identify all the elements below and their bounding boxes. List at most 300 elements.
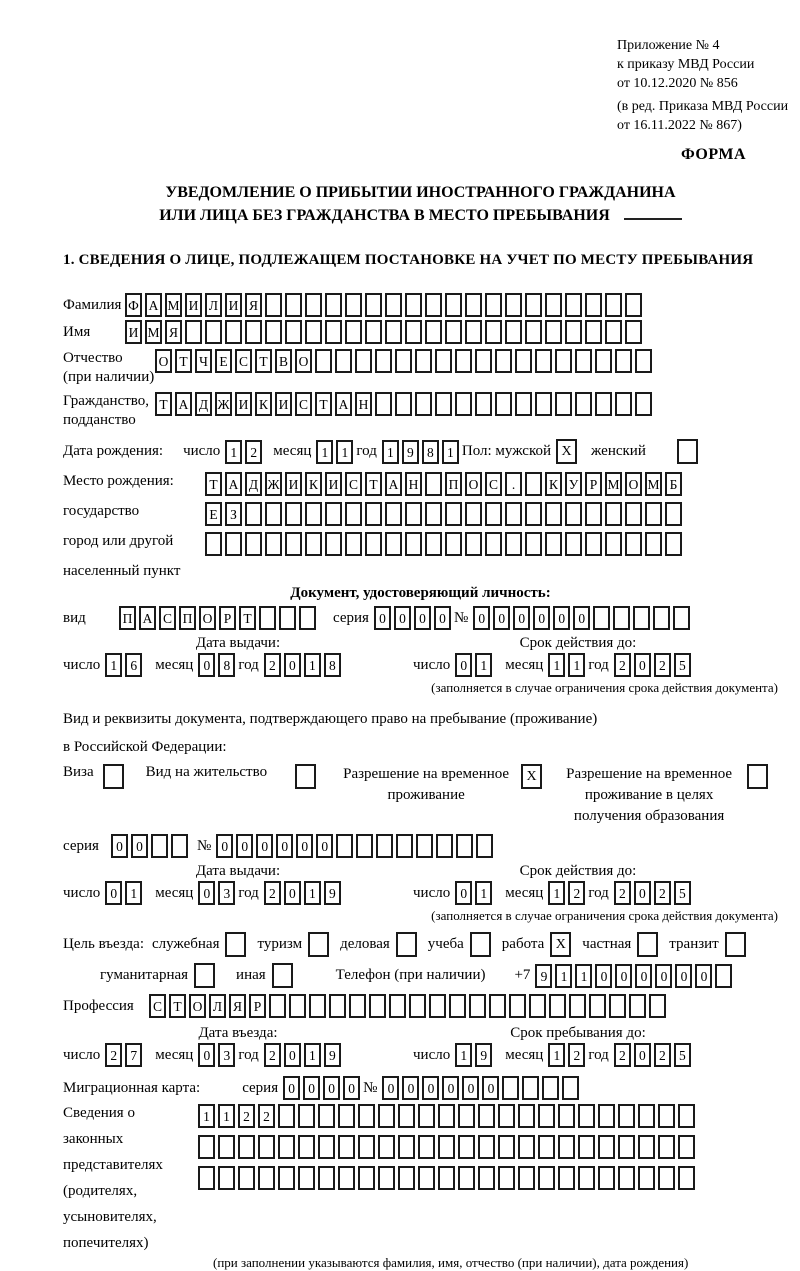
char-cell[interactable]: 1 (568, 653, 585, 677)
char-cell[interactable] (309, 994, 326, 1018)
char-cell[interactable] (515, 349, 532, 373)
char-cell[interactable]: 0 (615, 964, 632, 988)
char-cell[interactable] (285, 532, 302, 556)
char-cell[interactable] (478, 1104, 495, 1128)
char-cell[interactable]: Т (255, 349, 272, 373)
char-cell[interactable]: М (145, 320, 162, 344)
char-cell[interactable]: И (325, 472, 342, 496)
char-cell[interactable]: 2 (258, 1104, 275, 1128)
char-cell[interactable] (525, 472, 542, 496)
char-cell[interactable] (335, 349, 352, 373)
char-cell[interactable] (369, 994, 386, 1018)
char-cell[interactable] (502, 1076, 519, 1100)
char-cell[interactable]: 0 (455, 653, 472, 677)
char-cell[interactable]: 0 (284, 653, 301, 677)
char-cell[interactable] (245, 502, 262, 526)
char-cell[interactable]: 2 (614, 1043, 631, 1067)
char-cell[interactable]: 0 (316, 834, 333, 858)
char-cell[interactable] (498, 1166, 515, 1190)
char-cell[interactable]: 0 (382, 1076, 399, 1100)
char-cell[interactable]: С (159, 606, 176, 630)
char-cell[interactable] (638, 1166, 655, 1190)
char-cell[interactable]: 2 (238, 1104, 255, 1128)
char-cell[interactable] (225, 320, 242, 344)
char-cell[interactable]: А (145, 293, 162, 317)
char-cell[interactable]: Д (245, 472, 262, 496)
char-cell[interactable]: 0 (414, 606, 431, 630)
char-cell[interactable] (575, 349, 592, 373)
char-cell[interactable] (485, 320, 502, 344)
char-cell[interactable] (618, 1166, 635, 1190)
char-cell[interactable] (218, 1166, 235, 1190)
char-cell[interactable] (298, 1135, 315, 1159)
char-cell[interactable]: 2 (614, 653, 631, 677)
char-cell[interactable] (569, 994, 586, 1018)
char-cell[interactable]: Е (215, 349, 232, 373)
char-cell[interactable]: С (295, 392, 312, 416)
char-cell[interactable]: 0 (323, 1076, 340, 1100)
char-cell[interactable] (578, 1135, 595, 1159)
char-cell[interactable] (415, 349, 432, 373)
char-cell[interactable] (605, 320, 622, 344)
char-cell[interactable] (415, 392, 432, 416)
char-cell[interactable]: 9 (475, 1043, 492, 1067)
char-cell[interactable] (455, 349, 472, 373)
char-cell[interactable] (665, 532, 682, 556)
char-cell[interactable]: 0 (284, 1043, 301, 1067)
char-cell[interactable]: 0 (442, 1076, 459, 1100)
char-cell[interactable] (545, 532, 562, 556)
char-cell[interactable]: 1 (304, 1043, 321, 1067)
char-cell[interactable]: Б (665, 472, 682, 496)
char-cell[interactable] (418, 1104, 435, 1128)
char-cell[interactable]: А (335, 392, 352, 416)
char-cell[interactable] (715, 964, 732, 988)
char-cell[interactable] (265, 320, 282, 344)
char-cell[interactable] (505, 320, 522, 344)
char-cell[interactable] (365, 532, 382, 556)
char-cell[interactable] (395, 392, 412, 416)
char-cell[interactable] (396, 834, 413, 858)
char-cell[interactable] (435, 349, 452, 373)
char-cell[interactable]: 9 (535, 964, 552, 988)
char-cell[interactable] (638, 1135, 655, 1159)
char-cell[interactable] (578, 1166, 595, 1190)
char-cell[interactable] (485, 502, 502, 526)
char-cell[interactable]: 2 (614, 881, 631, 905)
char-cell[interactable] (593, 606, 610, 630)
char-cell[interactable] (349, 994, 366, 1018)
char-cell[interactable] (425, 320, 442, 344)
char-cell[interactable]: 0 (595, 964, 612, 988)
rvp-education-checkbox[interactable] (747, 764, 768, 789)
char-cell[interactable]: П (179, 606, 196, 630)
char-cell[interactable] (365, 320, 382, 344)
char-cell[interactable] (478, 1135, 495, 1159)
char-cell[interactable] (218, 1135, 235, 1159)
char-cell[interactable] (318, 1104, 335, 1128)
char-cell[interactable]: Т (155, 392, 172, 416)
char-cell[interactable] (425, 502, 442, 526)
char-cell[interactable] (198, 1166, 215, 1190)
char-cell[interactable] (356, 834, 373, 858)
char-cell[interactable] (305, 293, 322, 317)
char-cell[interactable] (565, 320, 582, 344)
char-cell[interactable] (265, 293, 282, 317)
char-cell[interactable]: 0 (493, 606, 510, 630)
char-cell[interactable]: И (185, 293, 202, 317)
char-cell[interactable] (565, 502, 582, 526)
char-cell[interactable] (465, 532, 482, 556)
female-checkbox[interactable] (677, 439, 698, 464)
char-cell[interactable]: Л (205, 293, 222, 317)
char-cell[interactable]: 0 (105, 881, 122, 905)
char-cell[interactable] (585, 320, 602, 344)
char-cell[interactable] (438, 1166, 455, 1190)
char-cell[interactable] (615, 392, 632, 416)
char-cell[interactable]: 0 (675, 964, 692, 988)
char-cell[interactable] (285, 293, 302, 317)
char-cell[interactable]: 2 (654, 881, 671, 905)
char-cell[interactable]: 5 (674, 653, 691, 677)
char-cell[interactable]: 1 (304, 653, 321, 677)
char-cell[interactable]: 0 (131, 834, 148, 858)
char-cell[interactable]: У (565, 472, 582, 496)
char-cell[interactable] (495, 349, 512, 373)
char-cell[interactable] (325, 293, 342, 317)
char-cell[interactable] (505, 502, 522, 526)
char-cell[interactable] (325, 502, 342, 526)
char-cell[interactable] (425, 293, 442, 317)
char-cell[interactable]: О (625, 472, 642, 496)
char-cell[interactable] (289, 994, 306, 1018)
char-cell[interactable] (455, 392, 472, 416)
char-cell[interactable]: 0 (216, 834, 233, 858)
char-cell[interactable] (635, 392, 652, 416)
purpose-other-checkbox[interactable] (272, 963, 293, 988)
char-cell[interactable]: 0 (455, 881, 472, 905)
purpose-transit-checkbox[interactable] (725, 932, 746, 957)
char-cell[interactable]: Т (175, 349, 192, 373)
char-cell[interactable] (595, 349, 612, 373)
char-cell[interactable] (609, 994, 626, 1018)
char-cell[interactable]: 3 (218, 881, 235, 905)
char-cell[interactable]: Е (205, 502, 222, 526)
char-cell[interactable] (649, 994, 666, 1018)
char-cell[interactable]: Ф (125, 293, 142, 317)
char-cell[interactable]: А (225, 472, 242, 496)
char-cell[interactable] (673, 606, 690, 630)
char-cell[interactable] (625, 293, 642, 317)
char-cell[interactable]: 0 (434, 606, 451, 630)
char-cell[interactable]: 0 (236, 834, 253, 858)
char-cell[interactable] (389, 994, 406, 1018)
char-cell[interactable] (538, 1135, 555, 1159)
char-cell[interactable] (545, 502, 562, 526)
char-cell[interactable] (358, 1104, 375, 1128)
char-cell[interactable] (613, 606, 630, 630)
purpose-private-checkbox[interactable] (637, 932, 658, 957)
char-cell[interactable]: 2 (654, 653, 671, 677)
char-cell[interactable] (445, 502, 462, 526)
char-cell[interactable]: 0 (284, 881, 301, 905)
char-cell[interactable] (445, 532, 462, 556)
char-cell[interactable] (395, 349, 412, 373)
char-cell[interactable]: 9 (402, 440, 419, 464)
char-cell[interactable]: 0 (394, 606, 411, 630)
char-cell[interactable]: В (275, 349, 292, 373)
char-cell[interactable] (365, 502, 382, 526)
char-cell[interactable]: 1 (316, 440, 333, 464)
char-cell[interactable]: 5 (674, 881, 691, 905)
char-cell[interactable] (355, 349, 372, 373)
char-cell[interactable] (438, 1104, 455, 1128)
char-cell[interactable]: 0 (634, 881, 651, 905)
char-cell[interactable]: О (465, 472, 482, 496)
char-cell[interactable] (375, 392, 392, 416)
char-cell[interactable] (538, 1166, 555, 1190)
char-cell[interactable] (358, 1166, 375, 1190)
char-cell[interactable]: Р (585, 472, 602, 496)
char-cell[interactable]: 1 (575, 964, 592, 988)
purpose-tourism-checkbox[interactable] (308, 932, 329, 957)
char-cell[interactable]: 2 (568, 1043, 585, 1067)
char-cell[interactable] (505, 532, 522, 556)
char-cell[interactable]: 0 (573, 606, 590, 630)
char-cell[interactable]: К (305, 472, 322, 496)
char-cell[interactable]: 0 (303, 1076, 320, 1100)
char-cell[interactable] (278, 1104, 295, 1128)
char-cell[interactable] (625, 502, 642, 526)
char-cell[interactable]: . (505, 472, 522, 496)
char-cell[interactable]: П (119, 606, 136, 630)
char-cell[interactable] (575, 392, 592, 416)
char-cell[interactable] (678, 1166, 695, 1190)
char-cell[interactable]: Р (219, 606, 236, 630)
char-cell[interactable]: 0 (296, 834, 313, 858)
char-cell[interactable]: А (139, 606, 156, 630)
char-cell[interactable] (535, 392, 552, 416)
char-cell[interactable] (618, 1135, 635, 1159)
char-cell[interactable] (338, 1166, 355, 1190)
char-cell[interactable] (498, 1135, 515, 1159)
char-cell[interactable]: 0 (513, 606, 530, 630)
char-cell[interactable] (578, 1104, 595, 1128)
residence-permit-checkbox[interactable] (295, 764, 316, 789)
char-cell[interactable] (265, 532, 282, 556)
char-cell[interactable]: 0 (533, 606, 550, 630)
char-cell[interactable]: 1 (475, 881, 492, 905)
char-cell[interactable]: Р (249, 994, 266, 1018)
char-cell[interactable] (605, 293, 622, 317)
char-cell[interactable] (625, 532, 642, 556)
char-cell[interactable] (238, 1135, 255, 1159)
char-cell[interactable]: 1 (225, 440, 242, 464)
char-cell[interactable] (305, 320, 322, 344)
char-cell[interactable]: С (345, 472, 362, 496)
char-cell[interactable]: 1 (475, 653, 492, 677)
char-cell[interactable]: 0 (473, 606, 490, 630)
char-cell[interactable] (665, 502, 682, 526)
char-cell[interactable]: 0 (422, 1076, 439, 1100)
char-cell[interactable] (315, 349, 332, 373)
char-cell[interactable] (438, 1135, 455, 1159)
char-cell[interactable]: Я (229, 994, 246, 1018)
char-cell[interactable] (633, 606, 650, 630)
char-cell[interactable]: 8 (324, 653, 341, 677)
char-cell[interactable] (405, 320, 422, 344)
char-cell[interactable]: И (225, 293, 242, 317)
char-cell[interactable]: Ч (195, 349, 212, 373)
char-cell[interactable] (585, 532, 602, 556)
char-cell[interactable] (538, 1104, 555, 1128)
char-cell[interactable]: 1 (548, 881, 565, 905)
char-cell[interactable] (445, 293, 462, 317)
char-cell[interactable]: А (175, 392, 192, 416)
char-cell[interactable] (325, 532, 342, 556)
char-cell[interactable] (638, 1104, 655, 1128)
char-cell[interactable] (405, 532, 422, 556)
char-cell[interactable]: 2 (568, 881, 585, 905)
char-cell[interactable]: 2 (264, 1043, 281, 1067)
char-cell[interactable]: 0 (695, 964, 712, 988)
char-cell[interactable]: М (645, 472, 662, 496)
char-cell[interactable]: С (149, 994, 166, 1018)
char-cell[interactable]: 1 (304, 881, 321, 905)
char-cell[interactable] (378, 1166, 395, 1190)
char-cell[interactable] (555, 392, 572, 416)
char-cell[interactable] (378, 1135, 395, 1159)
char-cell[interactable] (525, 502, 542, 526)
char-cell[interactable]: 0 (635, 964, 652, 988)
char-cell[interactable]: 2 (264, 881, 281, 905)
purpose-business-checkbox[interactable] (396, 932, 417, 957)
char-cell[interactable] (345, 293, 362, 317)
char-cell[interactable] (259, 606, 276, 630)
char-cell[interactable]: 0 (276, 834, 293, 858)
char-cell[interactable] (418, 1166, 435, 1190)
char-cell[interactable]: Т (239, 606, 256, 630)
char-cell[interactable] (416, 834, 433, 858)
char-cell[interactable]: 3 (218, 1043, 235, 1067)
char-cell[interactable] (385, 502, 402, 526)
char-cell[interactable]: Т (365, 472, 382, 496)
char-cell[interactable] (385, 293, 402, 317)
char-cell[interactable]: Т (169, 994, 186, 1018)
char-cell[interactable]: И (275, 392, 292, 416)
char-cell[interactable]: Я (245, 293, 262, 317)
char-cell[interactable]: 5 (674, 1043, 691, 1067)
char-cell[interactable] (542, 1076, 559, 1100)
char-cell[interactable] (205, 532, 222, 556)
char-cell[interactable] (299, 606, 316, 630)
char-cell[interactable] (615, 349, 632, 373)
char-cell[interactable] (469, 994, 486, 1018)
char-cell[interactable]: 2 (264, 653, 281, 677)
char-cell[interactable] (529, 994, 546, 1018)
char-cell[interactable] (458, 1166, 475, 1190)
char-cell[interactable]: 1 (198, 1104, 215, 1128)
char-cell[interactable] (465, 502, 482, 526)
char-cell[interactable]: 0 (553, 606, 570, 630)
char-cell[interactable]: 0 (256, 834, 273, 858)
char-cell[interactable] (629, 994, 646, 1018)
char-cell[interactable]: 0 (655, 964, 672, 988)
char-cell[interactable] (345, 532, 362, 556)
char-cell[interactable]: 2 (654, 1043, 671, 1067)
char-cell[interactable] (475, 392, 492, 416)
char-cell[interactable] (598, 1135, 615, 1159)
char-cell[interactable]: 2 (105, 1043, 122, 1067)
char-cell[interactable] (278, 1135, 295, 1159)
char-cell[interactable] (476, 834, 493, 858)
char-cell[interactable] (595, 392, 612, 416)
purpose-work-checkbox[interactable]: X (550, 932, 571, 957)
char-cell[interactable]: 1 (336, 440, 353, 464)
char-cell[interactable]: О (199, 606, 216, 630)
char-cell[interactable] (645, 502, 662, 526)
char-cell[interactable] (298, 1166, 315, 1190)
char-cell[interactable] (458, 1104, 475, 1128)
char-cell[interactable] (435, 392, 452, 416)
char-cell[interactable] (678, 1104, 695, 1128)
char-cell[interactable] (456, 834, 473, 858)
char-cell[interactable]: 0 (111, 834, 128, 858)
char-cell[interactable] (425, 472, 442, 496)
char-cell[interactable] (365, 293, 382, 317)
char-cell[interactable] (658, 1104, 675, 1128)
char-cell[interactable] (653, 606, 670, 630)
char-cell[interactable] (458, 1135, 475, 1159)
char-cell[interactable] (325, 320, 342, 344)
char-cell[interactable] (585, 502, 602, 526)
char-cell[interactable] (645, 532, 662, 556)
char-cell[interactable] (555, 349, 572, 373)
char-cell[interactable]: 2 (245, 440, 262, 464)
char-cell[interactable] (565, 532, 582, 556)
char-cell[interactable] (225, 532, 242, 556)
char-cell[interactable]: Я (165, 320, 182, 344)
char-cell[interactable] (336, 834, 353, 858)
char-cell[interactable]: 0 (198, 653, 215, 677)
char-cell[interactable] (625, 320, 642, 344)
char-cell[interactable] (445, 320, 462, 344)
char-cell[interactable]: Н (355, 392, 372, 416)
char-cell[interactable]: 1 (555, 964, 572, 988)
char-cell[interactable]: 0 (198, 881, 215, 905)
char-cell[interactable] (318, 1166, 335, 1190)
char-cell[interactable] (436, 834, 453, 858)
char-cell[interactable] (238, 1166, 255, 1190)
char-cell[interactable]: 9 (324, 1043, 341, 1067)
char-cell[interactable] (285, 320, 302, 344)
char-cell[interactable] (585, 293, 602, 317)
char-cell[interactable]: 1 (125, 881, 142, 905)
char-cell[interactable]: 1 (218, 1104, 235, 1128)
char-cell[interactable] (549, 994, 566, 1018)
char-cell[interactable] (205, 320, 222, 344)
char-cell[interactable] (269, 994, 286, 1018)
char-cell[interactable] (545, 293, 562, 317)
char-cell[interactable]: К (545, 472, 562, 496)
char-cell[interactable] (449, 994, 466, 1018)
char-cell[interactable] (475, 349, 492, 373)
char-cell[interactable]: Ж (215, 392, 232, 416)
char-cell[interactable]: Н (405, 472, 422, 496)
char-cell[interactable]: 0 (374, 606, 391, 630)
visa-checkbox[interactable] (103, 764, 124, 789)
char-cell[interactable]: С (235, 349, 252, 373)
